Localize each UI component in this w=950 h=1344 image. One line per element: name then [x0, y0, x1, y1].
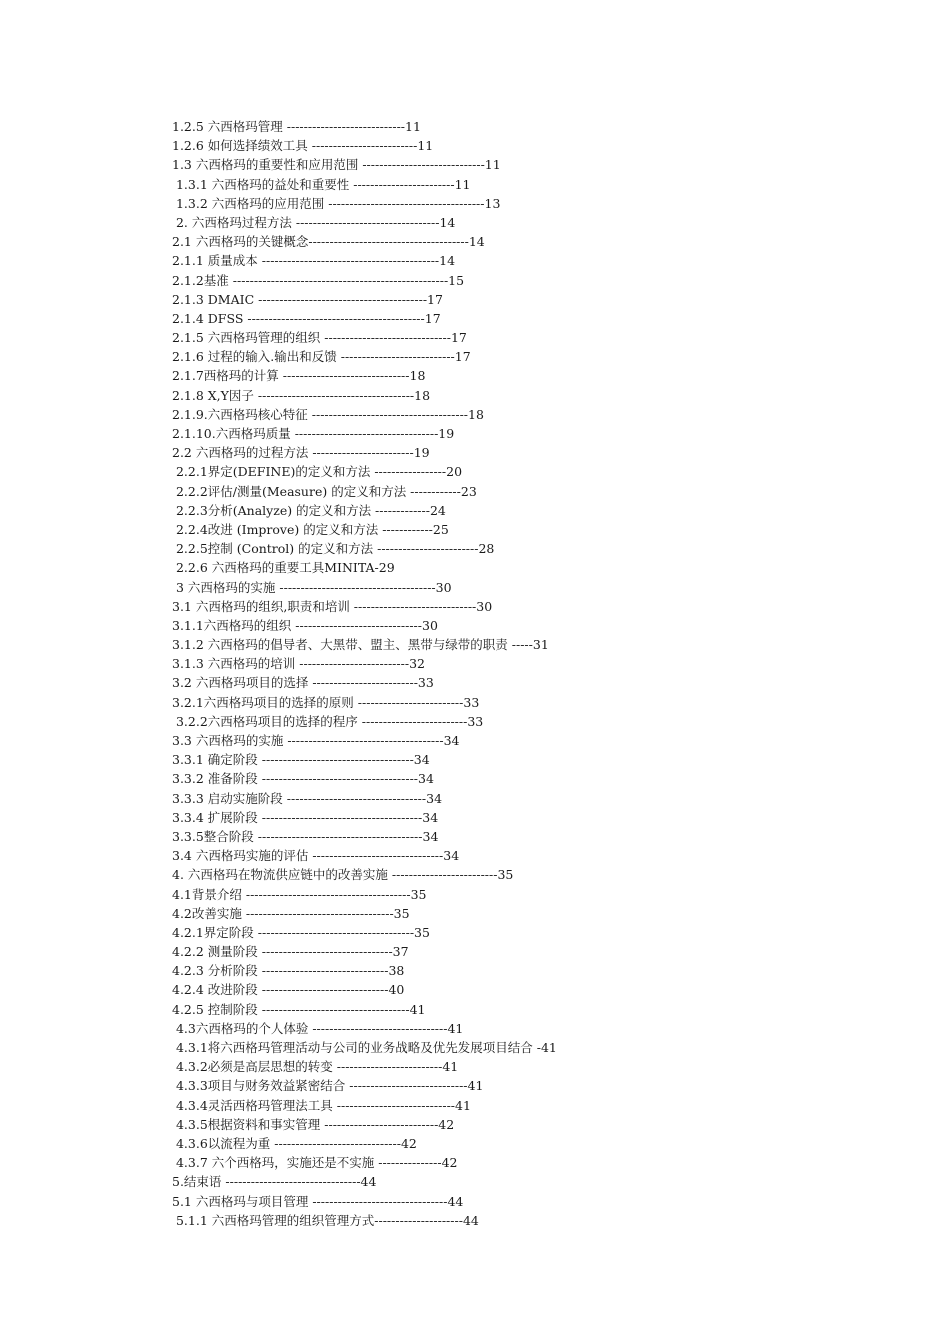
toc-entry: 4.2.4 改进阶段 ------------------------------40 [172, 982, 405, 998]
toc-entry: 2.2 六西格玛的过程方法 ------------------------19 [172, 445, 430, 461]
toc-entry: 3.2 六西格玛项目的选择 -------------------------33 [172, 675, 434, 691]
toc-entry: 3.3.2 准备阶段 -------------------------------------34 [172, 771, 434, 787]
toc-entry: 4.2.2 测量阶段 -------------------------------37 [172, 944, 409, 960]
toc-entry: 2.1.4 DFSS ------------------------------------------17 [172, 310, 441, 326]
toc-entry: 3 六西格玛的实施 -------------------------------------30 [172, 579, 452, 595]
toc-entry: 2.2.3分析(Analyze) 的定义和方法 -------------24 [172, 502, 446, 518]
toc-entry: 2.2.1界定(DEFINE)的定义和方法 -----------------20 [172, 464, 463, 480]
toc-entry: 4.1背景介绍 ---------------------------------------35 [172, 886, 427, 902]
toc-entry: 4. 六西格玛在物流供应链中的改善实施 -------------------------35 [172, 867, 514, 883]
toc-entry: 2.1 六西格玛的关键概念--------------------------------------14 [172, 234, 485, 250]
toc-entry: 2.2.4改进 (Improve) 的定义和方法 ------------25 [172, 521, 449, 537]
toc-entry: 3.1 六西格玛的组织,职责和培训 -----------------------------30 [172, 598, 493, 614]
toc-entry: 2.1.7西格玛的计算 ------------------------------18 [172, 368, 426, 384]
toc-entry: 3.3.4 扩展阶段 --------------------------------------34 [172, 809, 439, 825]
toc-entry: 4.3六西格玛的个人体验 --------------------------------41 [172, 1020, 464, 1036]
toc-entry: 1.2.6 如何选择绩效工具 -------------------------11 [172, 138, 434, 154]
toc-entry: 4.3.1将六西格玛管理活动与公司的业务战略及优先发展项目结合 -41 [172, 1040, 557, 1055]
toc-entry: 5.1 六西格玛与项目管理 --------------------------------44 [172, 1193, 464, 1209]
toc-entry: 3.3.5整合阶段 ---------------------------------------34 [172, 828, 439, 844]
toc-entry: 1.2.5 六西格玛管理 ----------------------------11 [172, 119, 421, 134]
toc-entry: 2.1.2基准 ---------------------------------------------------15 [172, 272, 465, 288]
toc-entry: 1.3.2 六西格玛的应用范围 -------------------------------------13 [172, 195, 501, 211]
toc-entry: 2. 六西格玛过程方法 ----------------------------------14 [172, 214, 456, 230]
toc-entry: 5.结束语 --------------------------------44 [172, 1174, 377, 1190]
toc-entry: 3.1.3 六西格玛的培训 --------------------------32 [172, 656, 425, 672]
toc-entry: 2.2.2评估/测量(Measure) 的定义和方法 ------------23 [172, 483, 477, 499]
toc-entry: 4.3.7 六个西格玛，实施还是不实施 ---------------42 [172, 1155, 458, 1171]
toc-entry: 3.1.1六西格玛的组织 ------------------------------30 [172, 617, 438, 633]
toc-entry: 4.3.4灵活西格玛管理法工具 ----------------------------41 [172, 1097, 471, 1113]
toc-entry: 3.1.2 六西格玛的倡导者、大黑带、盟主、黑带与绿带的职责 -----31 [172, 637, 549, 653]
toc-entry: 1.3 六西格玛的重要性和应用范围 -----------------------------11 [172, 157, 501, 173]
toc-entry: 4.3.3项目与财务效益紧密结合 ----------------------------41 [172, 1078, 484, 1094]
toc-entry: 4.3.5根据资料和事实管理 ---------------------------42 [172, 1116, 455, 1132]
toc-entry: 3.2.1六西格玛项目的选择的原则 -------------------------33 [172, 694, 480, 710]
toc-entry: 3.3 六西格玛的实施 -------------------------------------34 [172, 733, 460, 748]
toc-entry: 4.2.1界定阶段 -------------------------------------35 [172, 924, 430, 940]
toc-entry: 3.3.3 启动实施阶段 ---------------------------------34 [172, 790, 443, 806]
toc-entry: 2.2.6 六西格玛的重要工具MINITA-29 [172, 560, 395, 576]
toc-entry: 2.1.5 六西格玛管理的组织 ------------------------------17 [172, 330, 467, 346]
toc-entry: 1.3.1 六西格玛的益处和重要性 ------------------------11 [172, 176, 471, 192]
toc-entry: 2.1.6 过程的输入.输出和反馈 ---------------------------17 [172, 349, 471, 365]
toc-entry: 3.2.2六西格玛项目的选择的程序 -------------------------33 [172, 713, 484, 729]
toc-entry: 2.1.1 质量成本 ------------------------------------------14 [172, 253, 456, 269]
toc-entry: 4.3.6以流程为重 ------------------------------42 [172, 1135, 417, 1151]
toc-entry: 4.2.3 分析阶段 ------------------------------38 [172, 963, 405, 979]
toc-entry: 2.1.3 DMAIC ----------------------------------------17 [172, 291, 443, 307]
toc-entry: 2.2.5控制 (Control) 的定义和方法 ------------------------28 [172, 541, 495, 557]
toc-entry: 5.1.1 六西格玛管理的组织管理方式---------------------44 [172, 1212, 479, 1228]
toc-entry: 3.4 六西格玛实施的评估 -------------------------------34 [172, 848, 460, 864]
table-of-contents [172, 117, 872, 1230]
toc-entry: 2.1.8 X,Y因子 -------------------------------------18 [172, 387, 431, 403]
toc-entry: 4.2.5 控制阶段 -----------------------------------41 [172, 1001, 426, 1017]
toc-entry: 4.2改善实施 -----------------------------------35 [172, 905, 410, 921]
toc-entry: 2.1.9.六西格玛核心特征 -------------------------------------18 [172, 406, 484, 422]
toc-entry: 2.1.10.六西格玛质量 ----------------------------------19 [172, 426, 455, 441]
toc-entry: 3.3.1 确定阶段 ------------------------------------34 [172, 752, 430, 768]
toc-entry: 4.3.2必须是高层思想的转变 -------------------------41 [172, 1059, 459, 1075]
